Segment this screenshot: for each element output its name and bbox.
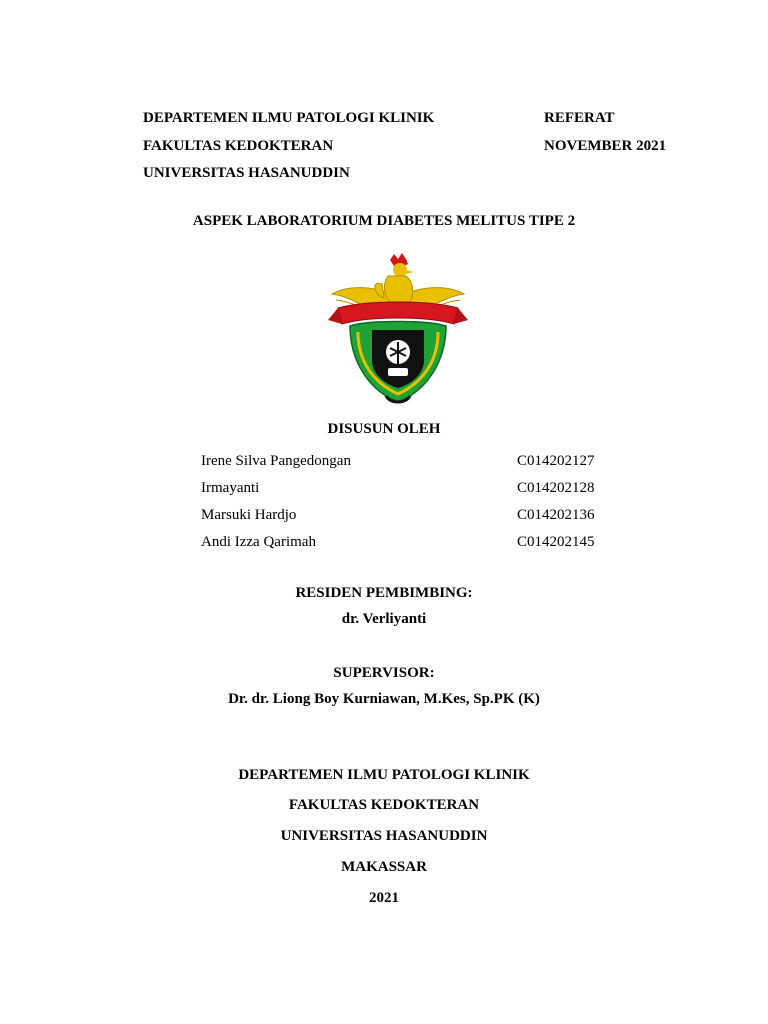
footer-department: DEPARTEMEN ILMU PATOLOGI KLINIK — [238, 767, 530, 783]
university-emblem-icon — [328, 250, 468, 410]
supervisor-label: SUPERVISOR: — [333, 665, 435, 681]
resident-name: dr. Verliyanti — [341, 611, 427, 627]
header-date: NOVEMBER 2021 — [544, 138, 667, 154]
footer-year: 2021 — [369, 890, 399, 906]
resident-label: RESIDEN PEMBIMBING: — [295, 585, 473, 601]
header-university: UNIVERSITAS HASANUDDIN — [143, 165, 350, 181]
footer-university: UNIVERSITAS HASANUDDIN — [280, 828, 488, 844]
member-nim: C014202136 — [517, 507, 595, 523]
member-name: Marsuki Hardjo — [201, 507, 297, 523]
document-title: ASPEK LABORATORIUM DIABETES MELITUS TIPE 2 — [192, 213, 576, 229]
header-department: DEPARTEMEN ILMU PATOLOGI KLINIK — [143, 110, 435, 126]
header-faculty: FAKULTAS KEDOKTERAN — [143, 138, 334, 154]
member-name: Andi Izza Qarimah — [201, 534, 316, 550]
header-doc-type: REFERAT — [544, 110, 615, 126]
member-name: Irmayanti — [201, 480, 260, 496]
footer-city: MAKASSAR — [341, 859, 427, 875]
member-name: Irene Silva Pangedongan — [201, 453, 351, 469]
authors-heading: DISUSUN OLEH — [327, 421, 441, 437]
member-nim: C014202145 — [517, 534, 595, 550]
member-nim: C014202128 — [517, 480, 595, 496]
supervisor-name: Dr. dr. Liong Boy Kurniawan, M.Kes, Sp.PK (K) — [228, 691, 540, 707]
member-nim: C014202127 — [517, 453, 595, 469]
footer-faculty: FAKULTAS KEDOKTERAN — [288, 797, 480, 813]
